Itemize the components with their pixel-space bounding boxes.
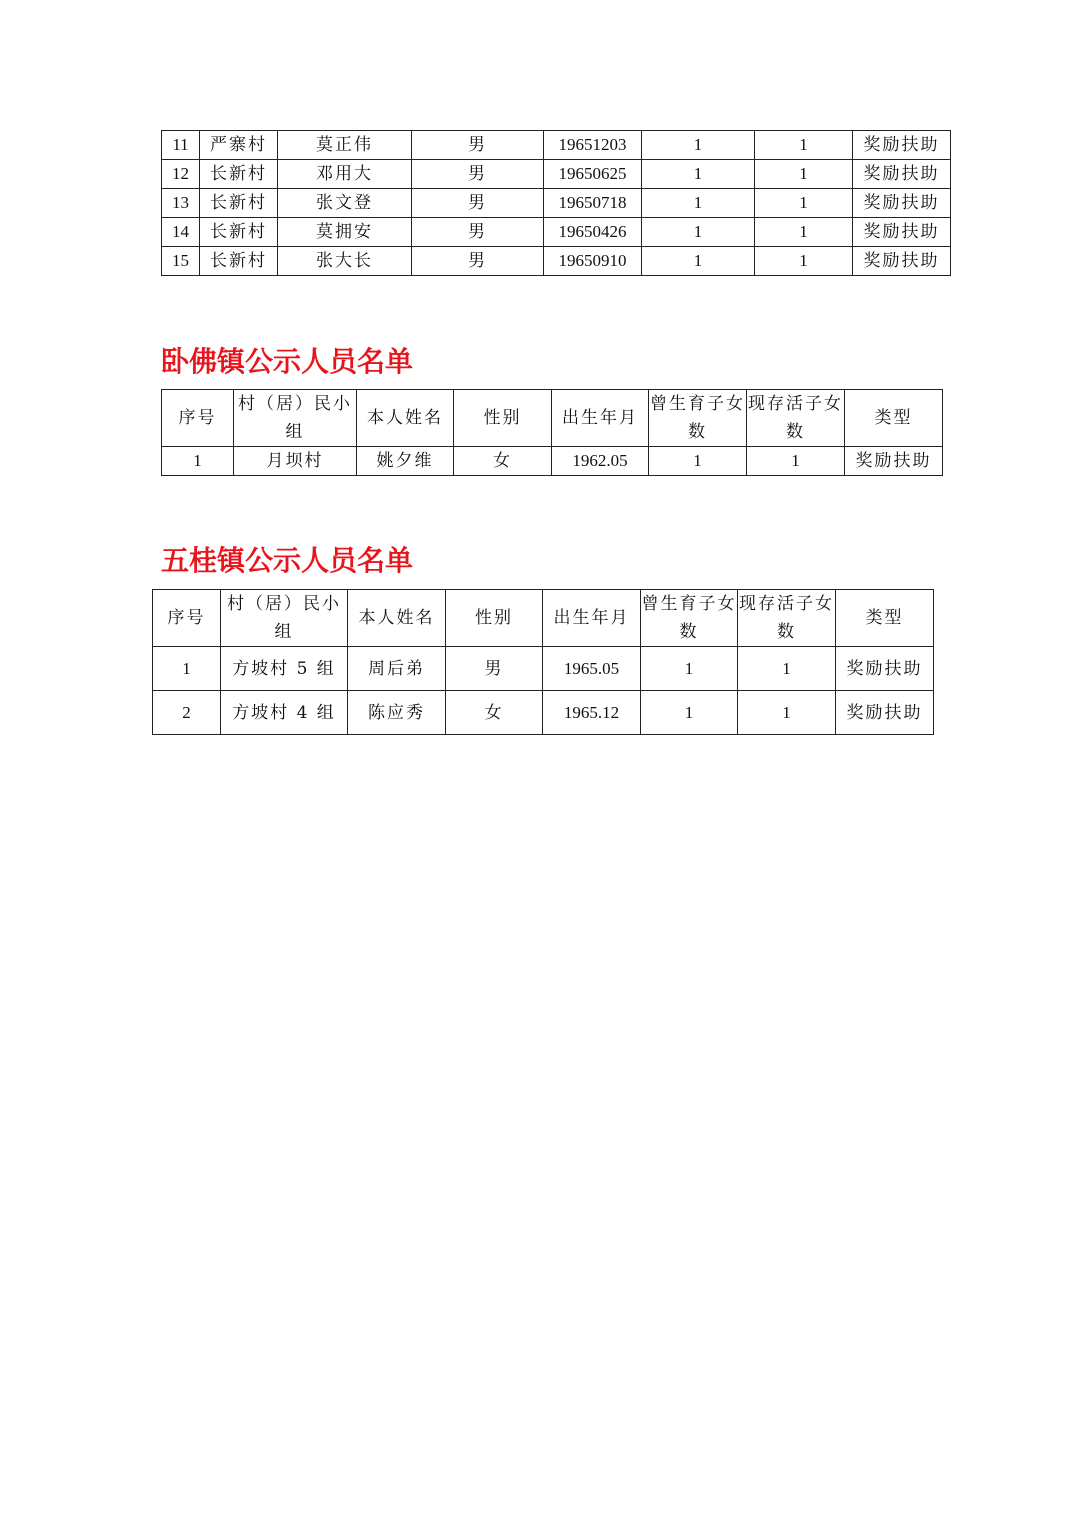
cell-gender: 男 [412, 160, 544, 189]
header-gender: 性别 [454, 390, 552, 447]
cell-type: 奖励扶助 [853, 189, 951, 218]
cell-village: 长新村 [200, 247, 278, 276]
cell-born-children: 1 [649, 447, 747, 476]
cell-born-children: 1 [642, 189, 755, 218]
header-birth: 出生年月 [552, 390, 649, 447]
cell-birth: 19650718 [544, 189, 642, 218]
cell-type: 奖励扶助 [845, 447, 943, 476]
cell-index: 1 [153, 647, 221, 691]
cell-gender: 男 [412, 247, 544, 276]
header-gender: 性别 [446, 590, 543, 647]
cell-gender: 女 [446, 691, 543, 735]
cell-index: 2 [153, 691, 221, 735]
table-row [162, 247, 951, 276]
cell-type: 奖励扶助 [853, 218, 951, 247]
header-birth: 出生年月 [543, 590, 641, 647]
cell-born-children: 1 [642, 131, 755, 160]
cell-gender: 女 [454, 447, 552, 476]
cell-born-children: 1 [641, 691, 738, 735]
cell-living-children: 1 [738, 647, 836, 691]
cell-living-children: 1 [755, 160, 853, 189]
header-name: 本人姓名 [357, 390, 454, 447]
cell-type: 奖励扶助 [853, 247, 951, 276]
cell-gender: 男 [412, 131, 544, 160]
cell-index: 11 [162, 131, 200, 160]
cell-name: 周后弟 [348, 647, 446, 691]
cell-born-children: 1 [642, 160, 755, 189]
header-index: 序号 [153, 590, 221, 647]
cell-birth: 1965.12 [543, 691, 641, 735]
cell-village: 月坝村 [234, 447, 357, 476]
cell-birth: 19650426 [544, 218, 642, 247]
cell-type: 奖励扶助 [836, 691, 934, 735]
cell-name: 张大长 [278, 247, 412, 276]
cell-name: 姚夕维 [357, 447, 454, 476]
header-type: 类型 [845, 390, 943, 447]
cell-birth: 1965.05 [543, 647, 641, 691]
cell-gender: 男 [412, 218, 544, 247]
cell-born-children: 1 [641, 647, 738, 691]
header-born-children: 曾生育子女数 [649, 390, 747, 447]
cell-village: 长新村 [200, 189, 278, 218]
cell-born-children: 1 [642, 247, 755, 276]
cell-name: 陈应秀 [348, 691, 446, 735]
section-title-wofo: 卧佛镇公示人员名单 [161, 345, 414, 378]
table-row [162, 189, 951, 218]
cell-index: 15 [162, 247, 200, 276]
header-village: 村（居）民小组 [221, 590, 348, 647]
cell-birth: 1962.05 [552, 447, 649, 476]
wugui-table [152, 589, 934, 735]
table-row [162, 160, 951, 189]
table-row [162, 447, 943, 476]
table-row [153, 691, 934, 735]
cell-village: 方坡村 5 组 [221, 647, 348, 691]
header-living-children: 现存活子女数 [747, 390, 845, 447]
cell-living-children: 1 [755, 247, 853, 276]
cell-birth: 19651203 [544, 131, 642, 160]
cell-living-children: 1 [738, 691, 836, 735]
cell-type: 奖励扶助 [853, 160, 951, 189]
wofo-table [161, 389, 943, 476]
cell-living-children: 1 [755, 131, 853, 160]
table-row [153, 647, 934, 691]
cell-village: 长新村 [200, 218, 278, 247]
cell-index: 13 [162, 189, 200, 218]
cell-village: 方坡村 4 组 [221, 691, 348, 735]
cell-name: 邓用大 [278, 160, 412, 189]
cell-index: 14 [162, 218, 200, 247]
header-born-children: 曾生育子女数 [641, 590, 738, 647]
table-header-row [162, 390, 943, 447]
cell-birth: 19650625 [544, 160, 642, 189]
section-title-wugui: 五桂镇公示人员名单 [161, 544, 414, 577]
cell-index: 12 [162, 160, 200, 189]
cell-gender: 男 [446, 647, 543, 691]
header-village: 村（居）民小组 [234, 390, 357, 447]
cell-gender: 男 [412, 189, 544, 218]
table-row [162, 218, 951, 247]
cell-living-children: 1 [755, 189, 853, 218]
cell-village: 严寨村 [200, 131, 278, 160]
header-type: 类型 [836, 590, 934, 647]
header-name: 本人姓名 [348, 590, 446, 647]
cell-living-children: 1 [755, 218, 853, 247]
table-row [162, 131, 951, 160]
cell-name: 莫拥安 [278, 218, 412, 247]
cell-living-children: 1 [747, 447, 845, 476]
cell-born-children: 1 [642, 218, 755, 247]
cell-name: 莫正伟 [278, 131, 412, 160]
cell-birth: 19650910 [544, 247, 642, 276]
cell-type: 奖励扶助 [836, 647, 934, 691]
cell-type: 奖励扶助 [853, 131, 951, 160]
continuation-table [161, 130, 951, 276]
header-living-children: 现存活子女数 [738, 590, 836, 647]
cell-name: 张文登 [278, 189, 412, 218]
cell-village: 长新村 [200, 160, 278, 189]
table-header-row [153, 590, 934, 647]
header-index: 序号 [162, 390, 234, 447]
cell-index: 1 [162, 447, 234, 476]
